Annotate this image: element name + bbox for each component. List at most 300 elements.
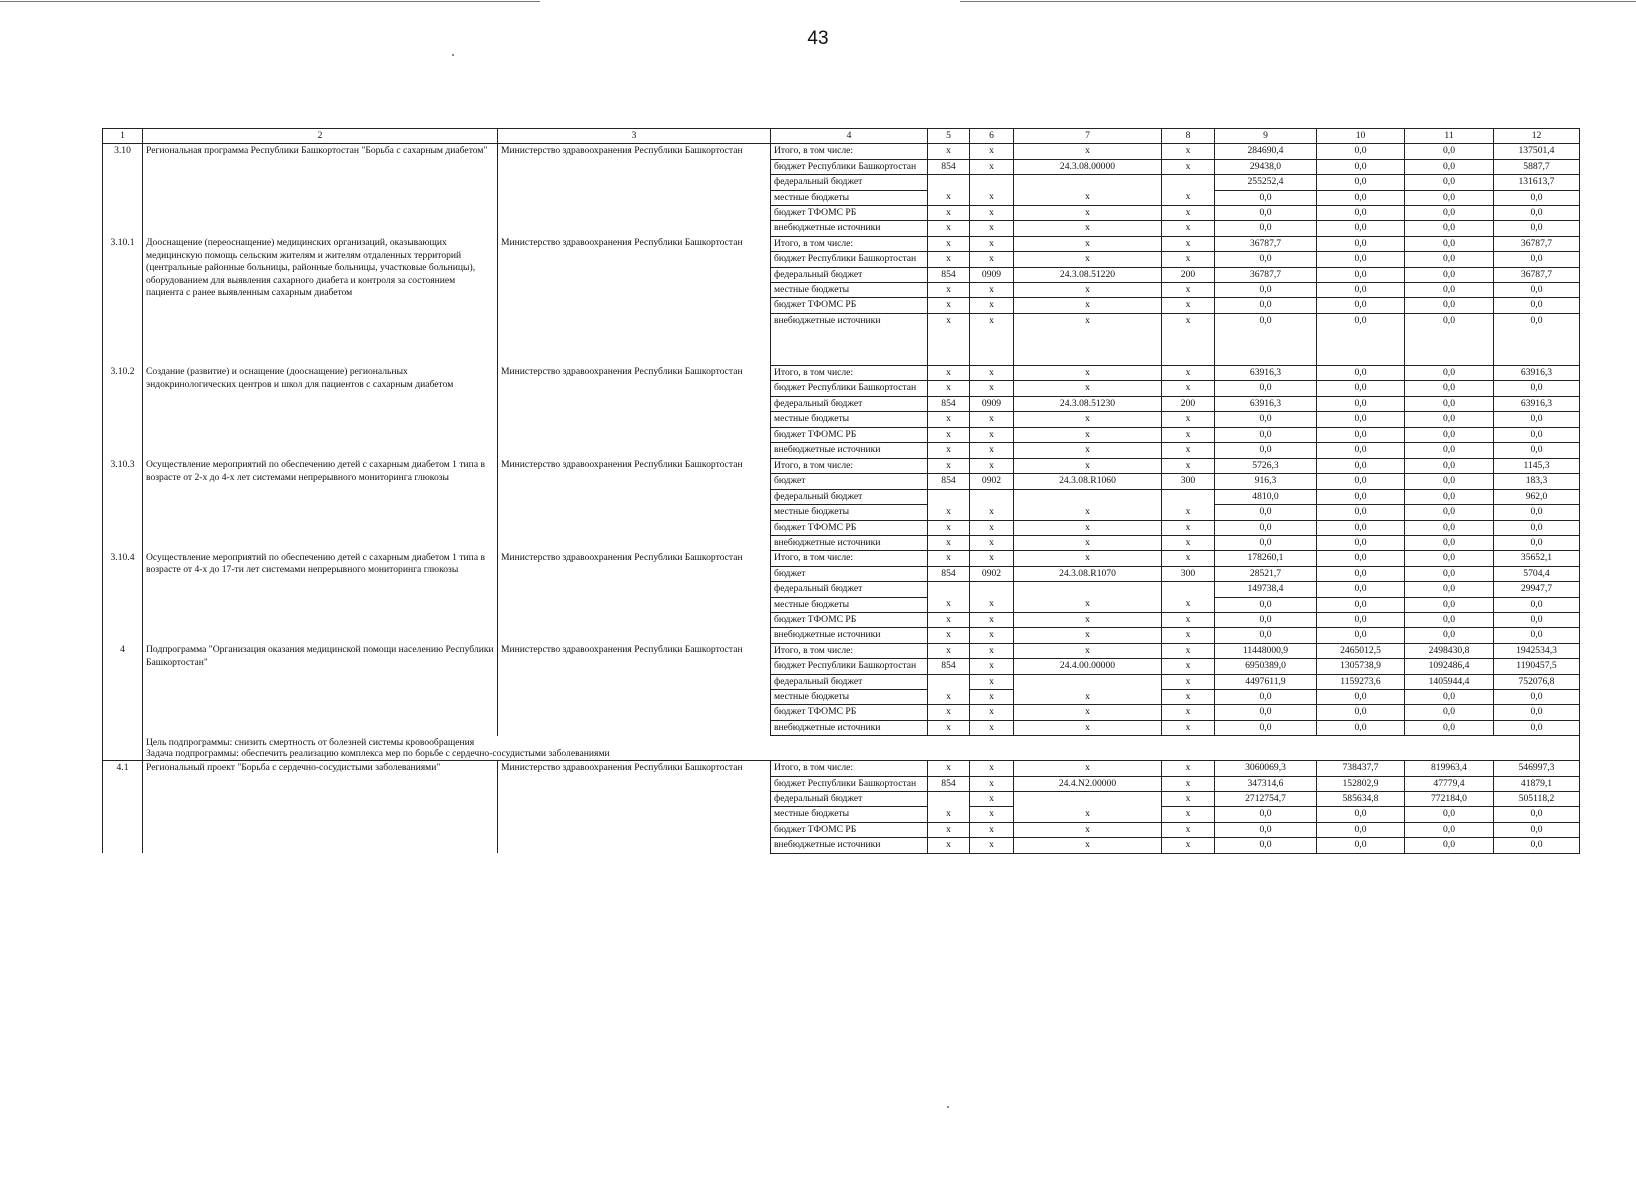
value-cell-col5: x [928,505,970,520]
value-cell-col7: 24.3.08.51220 [1014,267,1162,282]
value-cell-col11: 0,0 [1405,190,1494,205]
value-cell-col12: 1145,3 [1494,458,1580,473]
value-cell-col9: 5726,3 [1215,458,1317,473]
value-cell-col11: 0,0 [1405,458,1494,473]
value-cell-col10: 0,0 [1317,628,1405,643]
value-cell-col9: 0,0 [1215,612,1317,627]
responsible-organization: Министерство здравоохранения Республики Башкортостан [498,761,771,853]
value-cell-col7: x [1014,761,1162,776]
value-cell-col11: 0,0 [1405,396,1494,411]
value-cell-col6: 0909 [970,396,1014,411]
value-cell-col9: 284690,4 [1215,144,1317,159]
value-cell-col7: x [1014,144,1162,159]
value-cell-col11: 0,0 [1405,551,1494,566]
value-cell-col12: 0,0 [1494,427,1580,442]
value-cell-col8: x [1162,551,1215,566]
item-number: 3.10.1 [103,236,143,365]
funding-source: местные бюджеты [771,807,928,822]
value-cell-col9: 0,0 [1215,628,1317,643]
value-cell-col8 [1162,582,1215,597]
column-number-cell: 5 [928,129,970,144]
value-cell-col9: 0,0 [1215,822,1317,837]
value-cell-col9: 0,0 [1215,838,1317,853]
value-cell-col11: 0,0 [1405,427,1494,442]
responsible-organization: Министерство здравоохранения Республики Башкортостан [498,144,771,236]
value-cell-col9: 0,0 [1215,252,1317,267]
scan-edge-line [0,1,540,2]
value-cell-col11: 0,0 [1405,690,1494,705]
value-cell-col7: x [1014,236,1162,251]
value-cell-col12: 962,0 [1494,489,1580,504]
value-cell-col6: 0909 [970,267,1014,282]
value-cell-col5: x [928,612,970,627]
funding-source: Итого, в том числе: [771,144,928,159]
funding-source: бюджет ТФОМС РБ [771,520,928,535]
column-number-cell: 9 [1215,129,1317,144]
value-cell-col11: 0,0 [1405,505,1494,520]
value-cell-col8: x [1162,643,1215,658]
budget-row [103,365,1580,380]
column-number-cell: 10 [1317,129,1405,144]
value-cell-col12: 0,0 [1494,690,1580,705]
value-cell-col8: x [1162,298,1215,313]
value-cell-col10: 2465012,5 [1317,643,1405,658]
budget-row [103,643,1580,658]
value-cell-col7: x [1014,822,1162,837]
funding-source: федеральный бюджет [771,175,928,190]
value-cell-col5: x [928,236,970,251]
value-cell-col10: 0,0 [1317,206,1405,221]
goal-row [103,736,1580,761]
value-cell-col10: 585634,8 [1317,792,1405,807]
value-cell-col5: x [928,807,970,822]
value-cell-col7: x [1014,705,1162,720]
value-cell-col11: 0,0 [1405,597,1494,612]
value-cell-col10: 0,0 [1317,597,1405,612]
budget-row [103,761,1580,776]
value-cell-col6: x [970,206,1014,221]
value-cell-col11: 772184,0 [1405,792,1494,807]
funding-source: внебюджетные источники [771,628,928,643]
item-number: 4 [103,643,143,735]
value-cell-col6: x [970,283,1014,298]
value-cell-col8: x [1162,365,1215,380]
value-cell-col8: x [1162,283,1215,298]
value-cell-col10: 0,0 [1317,313,1405,365]
value-cell-col10: 152802,9 [1317,776,1405,791]
funding-source: Итого, в том числе: [771,761,928,776]
value-cell-col8: x [1162,597,1215,612]
value-cell-col5: x [928,458,970,473]
value-cell-col10: 0,0 [1317,535,1405,550]
value-cell-col11: 0,0 [1405,159,1494,174]
value-cell-col12: 0,0 [1494,298,1580,313]
value-cell-col9: 28521,7 [1215,566,1317,581]
value-cell-col10: 0,0 [1317,612,1405,627]
value-cell-col8: x [1162,442,1215,458]
value-cell-col5: 854 [928,396,970,411]
value-cell-col8: x [1162,221,1215,236]
value-cell-col8: x [1162,822,1215,837]
value-cell-col7: x [1014,283,1162,298]
value-cell-col12: 36787,7 [1494,267,1580,282]
value-cell-col12: 0,0 [1494,252,1580,267]
value-cell-col9: 178260,1 [1215,551,1317,566]
item-title: Дооснащение (переоснащение) медицинских организаций, оказывающих медицинскую помощь сельским жителям и жителям отдаленных территорий (центральные районные больницы, районные больницы, участковые больницы), оборудованием для выявления сахарного диабета и контроля за состоянием пациента с ранее выявленным сахарным диабетом [143,236,498,365]
value-cell-col5: x [928,597,970,612]
value-cell-col11: 0,0 [1405,822,1494,837]
value-cell-col5: 854 [928,566,970,581]
value-cell-col11: 0,0 [1405,720,1494,735]
value-cell-col9: 0,0 [1215,221,1317,236]
value-cell-col9: 0,0 [1215,442,1317,458]
value-cell-col8 [1162,489,1215,504]
value-cell-col9: 916,3 [1215,474,1317,489]
value-cell-col9: 29438,0 [1215,159,1317,174]
funding-source: федеральный бюджет [771,674,928,689]
item-number: 4.1 [103,761,143,853]
subprogram-goal [143,736,1580,761]
value-cell-col10: 0,0 [1317,236,1405,251]
value-cell-col7: x [1014,190,1162,205]
value-cell-col5 [928,489,970,504]
value-cell-col8: x [1162,505,1215,520]
value-cell-col5: x [928,628,970,643]
value-cell-col5: x [928,690,970,705]
value-cell-col10: 0,0 [1317,705,1405,720]
value-cell-col9: 63916,3 [1215,365,1317,380]
value-cell-col12: 5704,4 [1494,566,1580,581]
budget-table [102,128,1580,854]
column-number-cell: 3 [498,129,771,144]
value-cell-col5: x [928,720,970,735]
page-number: 43 [807,28,829,49]
value-cell-col11: 0,0 [1405,283,1494,298]
value-cell-col6: x [970,412,1014,427]
item-number: 3.10.4 [103,551,143,643]
value-cell-col8: x [1162,144,1215,159]
value-cell-col11: 0,0 [1405,221,1494,236]
value-cell-col6: x [970,761,1014,776]
value-cell-col8: x [1162,412,1215,427]
value-cell-col9: 255252,4 [1215,175,1317,190]
column-number-cell: 7 [1014,129,1162,144]
value-cell-col10: 0,0 [1317,412,1405,427]
value-cell-col10: 0,0 [1317,175,1405,190]
value-cell-col5: x [928,381,970,396]
value-cell-col12: 1942534,3 [1494,643,1580,658]
responsible-organization: Министерство здравоохранения Республики Башкортостан [498,236,771,365]
value-cell-col6: x [970,159,1014,174]
value-cell-col11: 0,0 [1405,412,1494,427]
value-cell-col9: 347314,6 [1215,776,1317,791]
value-cell-col8: x [1162,427,1215,442]
value-cell-col10: 0,0 [1317,582,1405,597]
value-cell-col12: 183,3 [1494,474,1580,489]
funding-source: Итого, в том числе: [771,365,928,380]
value-cell-col7: x [1014,365,1162,380]
value-cell-col11: 0,0 [1405,807,1494,822]
value-cell-col10: 0,0 [1317,822,1405,837]
value-cell-col9: 2712754,7 [1215,792,1317,807]
value-cell-col9: 0,0 [1215,412,1317,427]
value-cell-col7: x [1014,206,1162,221]
value-cell-col8: x [1162,190,1215,205]
value-cell-col8 [1162,175,1215,190]
value-cell-col10: 0,0 [1317,159,1405,174]
value-cell-col10: 0,0 [1317,690,1405,705]
value-cell-col9: 36787,7 [1215,236,1317,251]
value-cell-col9: 0,0 [1215,427,1317,442]
funding-source: местные бюджеты [771,505,928,520]
value-cell-col7 [1014,792,1162,807]
value-cell-col9: 0,0 [1215,807,1317,822]
value-cell-col11: 2498430,8 [1405,643,1494,658]
value-cell-col11: 0,0 [1405,206,1494,221]
value-cell-col5 [928,674,970,689]
value-cell-col12: 0,0 [1494,283,1580,298]
value-cell-col7: x [1014,535,1162,550]
funding-source: бюджет ТФОМС РБ [771,427,928,442]
value-cell-col10: 0,0 [1317,190,1405,205]
value-cell-col11: 0,0 [1405,175,1494,190]
value-cell-col7: x [1014,520,1162,535]
responsible-organization: Министерство здравоохранения Республики Башкортостан [498,643,771,735]
value-cell-col11: 0,0 [1405,365,1494,380]
funding-source: бюджет ТФОМС РБ [771,298,928,313]
value-cell-col8: x [1162,674,1215,689]
value-cell-col7: 24.3.08.R1070 [1014,566,1162,581]
value-cell-col10: 0,0 [1317,442,1405,458]
value-cell-col11: 0,0 [1405,313,1494,365]
value-cell-col6: x [970,838,1014,853]
value-cell-col8: x [1162,458,1215,473]
column-number-cell: 6 [970,129,1014,144]
item-title: Осуществление мероприятий по обеспечению детей с сахарным диабетом 1 типа в возрасте от 4-х до 17-ти лет системами непрерывного мониторинга глюкозы [143,551,498,643]
value-cell-col7: x [1014,427,1162,442]
value-cell-col5: x [928,535,970,550]
value-cell-col9: 4810,0 [1215,489,1317,504]
value-cell-col8: x [1162,720,1215,735]
column-number-cell: 2 [143,129,498,144]
value-cell-col6: x [970,705,1014,720]
value-cell-col7: x [1014,807,1162,822]
column-number-cell: 1 [103,129,143,144]
funding-source: Итого, в том числе: [771,551,928,566]
value-cell-col6: x [970,776,1014,791]
value-cell-col12: 0,0 [1494,612,1580,627]
value-cell-col11: 0,0 [1405,582,1494,597]
value-cell-col10: 0,0 [1317,458,1405,473]
value-cell-col6: x [970,628,1014,643]
value-cell-col11: 0,0 [1405,838,1494,853]
value-cell-col7: 24.3.08.00000 [1014,159,1162,174]
value-cell-col12: 0,0 [1494,720,1580,735]
value-cell-col6: x [970,313,1014,365]
item-number: 3.10.2 [103,365,143,458]
funding-source: бюджет Республики Башкортостан [771,252,928,267]
value-cell-col12: 131613,7 [1494,175,1580,190]
value-cell-col12: 0,0 [1494,381,1580,396]
value-cell-col9: 36787,7 [1215,267,1317,282]
value-cell-col7: 24.4.N2.00000 [1014,776,1162,791]
value-cell-col5: x [928,365,970,380]
item-number: 3.10 [103,144,143,236]
funding-source: местные бюджеты [771,412,928,427]
value-cell-col12: 0,0 [1494,313,1580,365]
value-cell-col7: x [1014,298,1162,313]
value-cell-col6: x [970,643,1014,658]
funding-source: местные бюджеты [771,597,928,612]
value-cell-col7: x [1014,442,1162,458]
value-cell-col5: x [928,822,970,837]
value-cell-col5: x [928,298,970,313]
funding-source: местные бюджеты [771,283,928,298]
value-cell-col7 [1014,674,1162,689]
value-cell-col9: 0,0 [1215,298,1317,313]
value-cell-col8: x [1162,313,1215,365]
value-cell-col8: 300 [1162,566,1215,581]
scan-edge-line [960,1,1636,2]
value-cell-col12: 0,0 [1494,838,1580,853]
value-cell-col8: 200 [1162,396,1215,411]
value-cell-col6: x [970,720,1014,735]
value-cell-col11: 0,0 [1405,628,1494,643]
value-cell-col12: 752076,8 [1494,674,1580,689]
value-cell-col5 [928,792,970,807]
value-cell-col8: 200 [1162,267,1215,282]
value-cell-col10: 0,0 [1317,489,1405,504]
funding-source: внебюджетные источники [771,221,928,236]
value-cell-col5: x [928,705,970,720]
item-title: Осуществление мероприятий по обеспечению детей с сахарным диабетом 1 типа в возрасте от 2-х до 4-х лет системами непрерывного мониторинга глюкозы [143,458,498,550]
value-cell-col9: 0,0 [1215,206,1317,221]
responsible-organization: Министерство здравоохранения Республики Башкортостан [498,365,771,458]
value-cell-col12: 35652,1 [1494,551,1580,566]
value-cell-col5: x [928,313,970,365]
funding-source: внебюджетные источники [771,313,928,365]
value-cell-col12: 0,0 [1494,822,1580,837]
scan-speck [452,54,454,56]
value-cell-col10: 738437,7 [1317,761,1405,776]
value-cell-col7: x [1014,551,1162,566]
value-cell-col8: x [1162,381,1215,396]
value-cell-col8: x [1162,535,1215,550]
funding-source: бюджет Республики Башкортостан [771,659,928,674]
value-cell-col7 [1014,489,1162,504]
value-cell-col10: 0,0 [1317,298,1405,313]
value-cell-col9: 0,0 [1215,505,1317,520]
value-cell-col6: x [970,298,1014,313]
value-cell-col9: 0,0 [1215,520,1317,535]
value-cell-col10: 0,0 [1317,505,1405,520]
value-cell-col10: 0,0 [1317,381,1405,396]
value-cell-col11: 0,0 [1405,236,1494,251]
goal-empty-cell [103,736,143,761]
value-cell-col5: 854 [928,776,970,791]
value-cell-col6: x [970,597,1014,612]
value-cell-col6 [970,175,1014,190]
value-cell-col7: x [1014,458,1162,473]
value-cell-col7: 24.3.08.R1060 [1014,474,1162,489]
goal-text: Цель подпрограммы: снизить смертность от болезней системы кровообращения [146,737,475,749]
value-cell-col8: 300 [1162,474,1215,489]
value-cell-col7: x [1014,628,1162,643]
value-cell-col5: x [928,283,970,298]
value-cell-col12: 29947,7 [1494,582,1580,597]
value-cell-col6: x [970,822,1014,837]
value-cell-col7: x [1014,838,1162,853]
value-cell-col10: 0,0 [1317,720,1405,735]
value-cell-col5: 854 [928,267,970,282]
value-cell-col6: x [970,221,1014,236]
value-cell-col5: x [928,427,970,442]
funding-source: Итого, в том числе: [771,236,928,251]
funding-source: местные бюджеты [771,190,928,205]
value-cell-col10: 0,0 [1317,221,1405,236]
value-cell-col5: x [928,761,970,776]
value-cell-col12: 137501,4 [1494,144,1580,159]
value-cell-col5: x [928,412,970,427]
funding-source: внебюджетные источники [771,442,928,458]
value-cell-col8: x [1162,159,1215,174]
value-cell-col12: 63916,3 [1494,365,1580,380]
value-cell-col10: 0,0 [1317,520,1405,535]
value-cell-col6: x [970,365,1014,380]
value-cell-col6: x [970,427,1014,442]
funding-source: бюджет [771,566,928,581]
funding-source: бюджет ТФОМС РБ [771,705,928,720]
value-cell-col5: x [928,221,970,236]
value-cell-col9: 0,0 [1215,535,1317,550]
value-cell-col8: x [1162,628,1215,643]
value-cell-col9: 63916,3 [1215,396,1317,411]
value-cell-col8: x [1162,612,1215,627]
scan-speck [947,1106,949,1108]
value-cell-col12: 0,0 [1494,505,1580,520]
value-cell-col9: 11448000,9 [1215,643,1317,658]
value-cell-col7 [1014,582,1162,597]
value-cell-col10: 0,0 [1317,838,1405,853]
value-cell-col12: 0,0 [1494,807,1580,822]
responsible-organization: Министерство здравоохранения Республики Башкортостан [498,551,771,643]
value-cell-col12: 41879,1 [1494,776,1580,791]
value-cell-col12: 0,0 [1494,628,1580,643]
value-cell-col11: 0,0 [1405,381,1494,396]
value-cell-col7: x [1014,252,1162,267]
value-cell-col8: x [1162,206,1215,221]
value-cell-col7: x [1014,381,1162,396]
funding-source: внебюджетные источники [771,838,928,853]
value-cell-col12: 0,0 [1494,705,1580,720]
value-cell-col9: 0,0 [1215,313,1317,365]
value-cell-col11: 0,0 [1405,252,1494,267]
value-cell-col10: 0,0 [1317,566,1405,581]
value-cell-col7: x [1014,643,1162,658]
value-cell-col10: 0,0 [1317,365,1405,380]
value-cell-col8: x [1162,792,1215,807]
funding-source: бюджет ТФОМС РБ [771,822,928,837]
value-cell-col12: 0,0 [1494,221,1580,236]
value-cell-col5 [928,582,970,597]
value-cell-col9: 0,0 [1215,283,1317,298]
funding-source: федеральный бюджет [771,396,928,411]
value-cell-col9: 0,0 [1215,705,1317,720]
value-cell-col7: x [1014,221,1162,236]
item-title: Региональная программа Республики Башкортостан "Борьба с сахарным диабетом" [143,144,498,236]
value-cell-col9: 0,0 [1215,720,1317,735]
value-cell-col6: x [970,442,1014,458]
